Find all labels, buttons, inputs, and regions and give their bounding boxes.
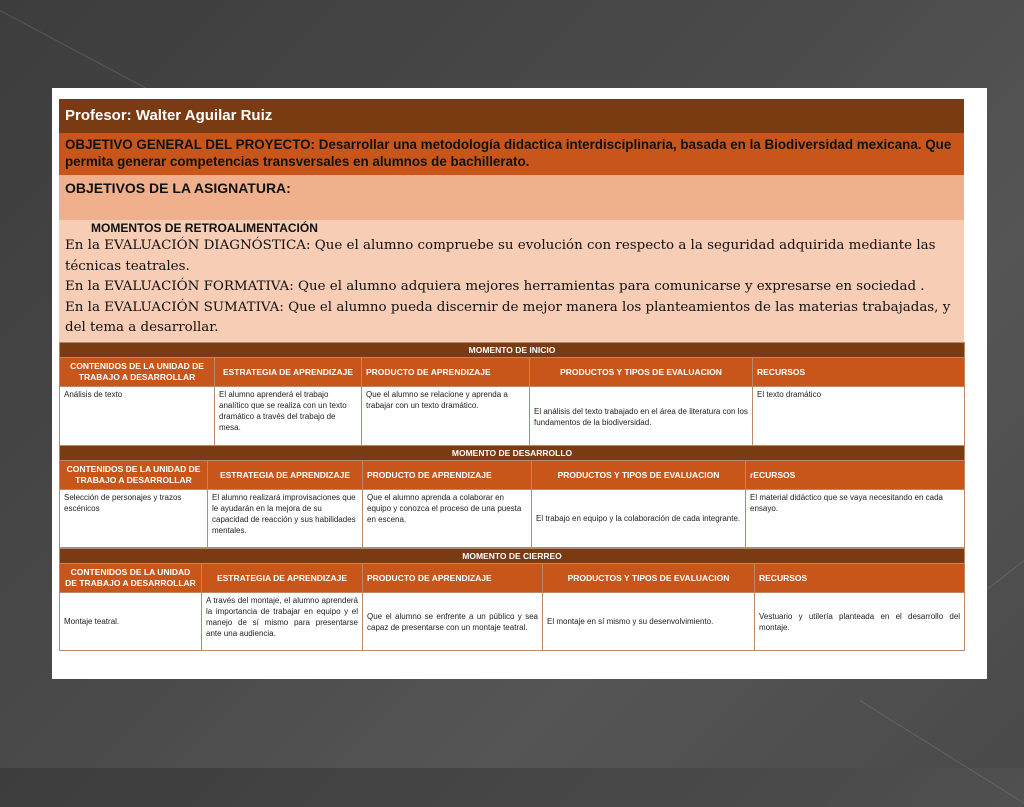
- header-recursos: rECURSOS: [746, 461, 965, 490]
- cell-recursos: Vestuario y utilería planteada en el desarrollo del montaje.: [755, 593, 965, 651]
- slide: [52, 88, 987, 679]
- objetivo-general: OBJETIVO GENERAL DEL PROYECTO: Desarrollar una metodología didactica interdisciplinaria, basada en la Biodiversidad mexicana. Que permita generar competencias transversales en alumnos de bachillerato.: [59, 133, 964, 175]
- header-evaluacion: PRODUCTOS Y TIPOS DE EVALUACION: [530, 358, 753, 387]
- cell-evaluacion: El trabajo en equipo y la colaboración de cada integrante.: [532, 490, 746, 548]
- header-producto: PRODUCTO DE APRENDIZAJE: [363, 564, 543, 593]
- header-producto: PRODUCTO DE APRENDIZAJE: [363, 461, 532, 490]
- header-contenidos: CONTENIDOS DE LA UNIDAD DE TRABAJO A DESARROLLAR: [60, 358, 215, 387]
- header-recursos: RECURSOS: [755, 564, 965, 593]
- cell-contenidos: Montaje teatral.: [60, 593, 202, 651]
- evaluacion-formativa: En la EVALUACIÓN FORMATIVA: Que el alumno adquiera mejores herramientas para comunicarse y expresarse en sociedad .: [65, 279, 925, 295]
- background-line: [0, 10, 168, 100]
- evaluacion-diagnostica: En la EVALUACIÓN DIAGNÓSTICA: Que el alumno compruebe su evolución con respecto a la seguridad adquirida mediante las técnicas teatrales.: [65, 238, 936, 274]
- profesor-header: Profesor: Walter Aguilar Ruiz: [59, 99, 964, 133]
- header-contenidos: CONTENIDOS DE LA UNIDAD DE TRABAJO A DESARROLLAR: [60, 564, 202, 593]
- cell-contenidos: Selección de personajes y trazos escénicos: [60, 490, 208, 548]
- cell-contenidos: Análisis de texto: [60, 387, 215, 447]
- header-estrategia: ESTRATEGIA DE APRENDIZAJE: [208, 461, 363, 490]
- cell-evaluacion: El montaje en sí mismo y su desenvolvimiento.: [543, 593, 755, 651]
- header-estrategia: ESTRATEGIA DE APRENDIZAJE: [215, 358, 362, 387]
- retroalimentacion-text: [65, 236, 954, 339]
- header-recursos: RECURSOS: [753, 358, 965, 387]
- cell-estrategia: El alumno realizará improvisaciones que le ayudarán en la mejora de su capacidad de reacción y sus habilidades mentales.: [208, 490, 363, 548]
- cell-evaluacion: El análisis del texto trabajado en el área de literatura con los fundamentos de la biodiversidad.: [530, 387, 753, 447]
- momento-desarrollo-title: MOMENTO DE DESARROLLO: [60, 446, 965, 461]
- cell-estrategia: El alumno aprenderá el trabajo analítico que se realiza con un texto dramático a través del trabajo de mesa.: [215, 387, 362, 447]
- background-line: [859, 700, 1024, 807]
- cell-producto: Que el alumno aprenda a colaborar en equipo y conozca el proceso de una puesta en escena.: [363, 490, 532, 548]
- objetivos-asignatura: OBJETIVOS DE LA ASIGNATURA:: [59, 175, 964, 220]
- cell-estrategia: A través del montaje, el alumno aprenderá la importancia de trabajar en equipo y el manejo de sí mismo para presentarse ante una audiencia.: [202, 593, 363, 651]
- evaluacion-sumativa: En la EVALUACIÓN SUMATIVA: Que el alumno pueda discernir de mejor manera los planteamientos de las materias trabajadas, y del tema a desarrollar.: [65, 299, 951, 336]
- header-evaluacion: PRODUCTOS Y TIPOS DE EVALUACION: [532, 461, 746, 490]
- tabla-momento-cierre: [59, 548, 965, 651]
- cell-recursos: El texto dramático: [753, 387, 965, 447]
- header-estrategia: ESTRATEGIA DE APRENDIZAJE: [202, 564, 363, 593]
- retroalimentacion-title: MOMENTOS DE RETROALIMENTACIÓN: [91, 221, 318, 235]
- cell-recursos: El material didáctico que se vaya necesitando en cada ensayo.: [746, 490, 965, 548]
- retroalimentacion-section: [59, 220, 964, 342]
- header-contenidos: CONTENIDOS DE LA UNIDAD DE TRABAJO A DESARROLLAR: [60, 461, 208, 490]
- cell-producto: Que el alumno se relacione y aprenda a trabajar con un texto dramático.: [362, 387, 530, 447]
- tabla-momento-desarrollo: [59, 445, 965, 548]
- header-evaluacion: PRODUCTOS Y TIPOS DE EVALUACION: [543, 564, 755, 593]
- header-producto: PRODUCTO DE APRENDIZAJE: [362, 358, 530, 387]
- tabla-momento-inicio: [59, 342, 965, 447]
- cell-producto: Que el alumno se enfrente a un público y sea capaz de presentarse con un montaje teatral.: [363, 593, 543, 651]
- momento-cierre-title: MOMENTO DE CIERREO: [60, 549, 965, 564]
- momento-inicio-title: MOMENTO DE INICIO: [60, 343, 965, 358]
